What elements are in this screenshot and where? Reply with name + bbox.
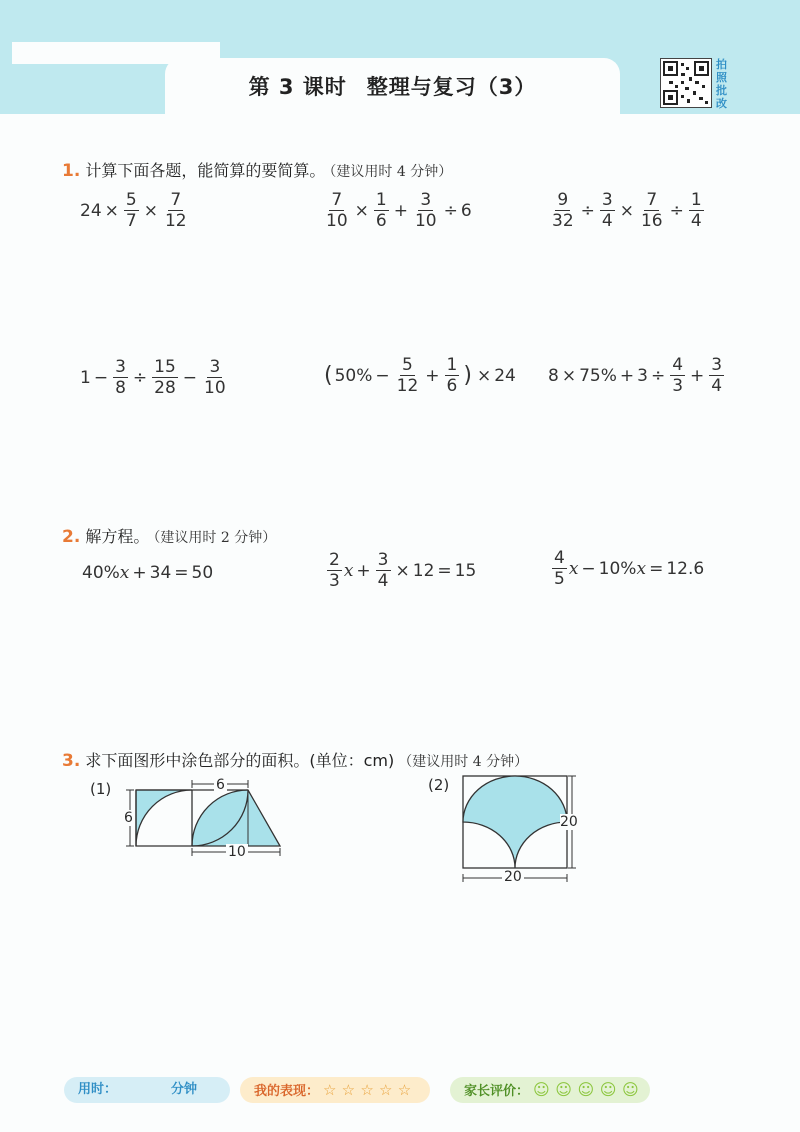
time-field[interactable]: 用时： 分钟 <box>64 1077 230 1103</box>
q1-expr-5: ( 50% − $\frac{5}{12}$ + $\frac{1}{6}$ ) × 24 <box>324 355 516 396</box>
q1-expr-6: 8 × 75% + 3 ÷ $\frac{4}{3}$ + $\frac{3}{4}$ <box>548 355 723 396</box>
figure-1-shade-left <box>136 790 192 846</box>
qr-code[interactable] <box>660 58 712 108</box>
my-performance: 我的表现： ☆ ☆ ☆ ☆ ☆ <box>240 1077 430 1103</box>
question-3-title: 3. 求下面图形中涂色部分的面积。(单位：cm) （建议用时 4 分钟） <box>62 751 529 771</box>
smiley-rating-icons[interactable]: ☺ ☺ ☺ ☺ ☺ <box>533 1080 639 1099</box>
figure-2-shade <box>463 776 567 868</box>
page-title <box>165 58 620 116</box>
q2-equation-1: 40% x + 34 = 50 <box>82 563 214 583</box>
question-2-title: 2. 解方程。 （建议用时 2 分钟） <box>62 527 277 547</box>
qr-code-icon <box>661 59 711 107</box>
figure-1-shade-right <box>192 790 280 846</box>
figure-1-dim-top: 6 <box>216 777 225 793</box>
q1-expr-1: 24 × $\frac{5}{7}$ × $\frac{7}{12}$ <box>80 190 187 231</box>
figure-1-dim-left: 6 <box>124 810 133 826</box>
q2-equation-3: $\frac{4}{5}$ x − 10% x = 12.6 <box>554 548 705 589</box>
star-rating-icons[interactable]: ☆ ☆ ☆ ☆ ☆ <box>323 1081 412 1099</box>
parent-evaluation: 家长评价： ☺ ☺ ☺ ☺ ☺ <box>450 1077 650 1103</box>
question-1-title: 1. 计算下面各题，能简算的要简算。 （建议用时 4 分钟） <box>62 161 453 181</box>
lesson-topic: 整理与复习（3） <box>366 75 537 99</box>
figure-1 <box>118 774 288 864</box>
q1-expr-3: $\frac{9}{32}$ ÷ $\frac{3}{4}$ × $\frac{7}{16}$ ÷ $\frac{1}{4}$ <box>552 190 702 231</box>
scan-correct-label: 拍 照 批 改 <box>716 58 727 110</box>
lesson-number: 第 3 课时 <box>248 75 347 99</box>
q1-expr-2: $\frac{7}{10}$ × $\frac{1}{6}$ + $\frac{3}{10}$ ÷ 6 <box>326 190 472 231</box>
figure-1-label: (1) <box>90 780 112 798</box>
figure-2-dim-right: 20 <box>560 814 578 830</box>
q2-equation-2: $\frac{2}{3}$ x + $\frac{3}{4}$ × 12 = 15 <box>329 550 477 591</box>
figure-1-dim-bottom: 10 <box>228 844 246 860</box>
figure-2-label: (2) <box>428 776 450 794</box>
q1-expr-4: 1 − $\frac{3}{8}$ ÷ $\frac{15}{28}$ − $\frac{3}{10}$ <box>80 357 226 398</box>
figure-2-dim-bottom: 20 <box>504 869 522 885</box>
